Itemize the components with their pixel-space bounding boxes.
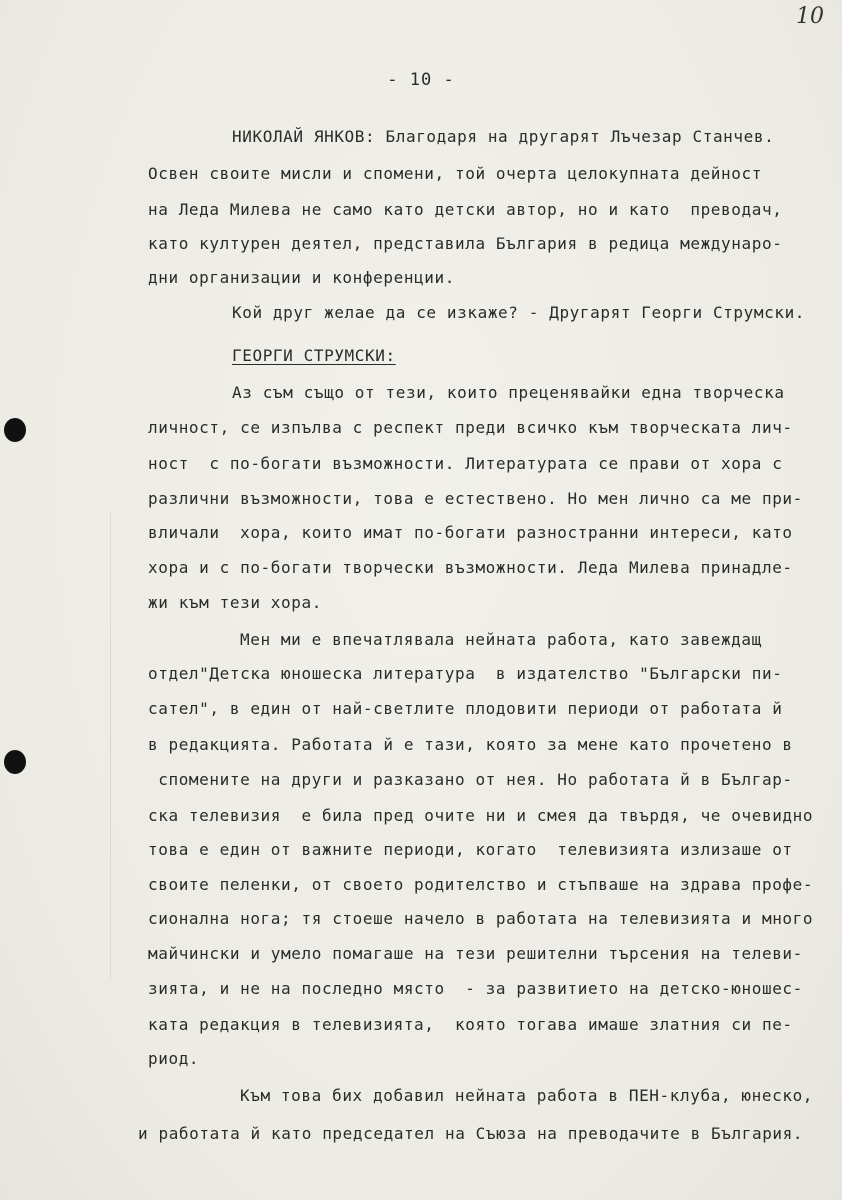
text-line: своите пеленки, от своето родителство и стъпваше на здрава профе- — [148, 875, 814, 894]
speaker-heading: ГЕОРГИ СТРУМСКИ: — [232, 346, 396, 365]
text-line: различни възможности, това е естествено. Но мен лично са ме при- — [148, 489, 803, 508]
text-line: ката редакция в телевизията, която тогава имаше златния си пе- — [148, 1015, 793, 1034]
text-line: на Леда Милева не само като детски автор, но и като преводач, — [148, 200, 783, 219]
text-line: жи към тези хора. — [148, 593, 322, 612]
text-line: ска телевизия е била пред очите ни и смея да твърдя, че очевидно — [148, 806, 814, 825]
text-line: сател", в един от най-светлите плодовити периоди от работата й — [148, 699, 783, 718]
text-line: зията, и не на последно място - за развитието на детско-юношес- — [148, 979, 803, 998]
paper-fold-line — [110, 510, 111, 980]
text-line: Мен ми е впечатлявала нейната работа, като завеждащ — [240, 630, 762, 649]
text-line: дни организации и конференции. — [148, 268, 455, 287]
text-line: Освен своите мисли и спомени, той очерта целокупната дейност — [148, 164, 762, 183]
text-line: Кой друг желае да се изкаже? - Другарят Георги Струмски. — [232, 303, 806, 322]
page-number: - 10 - — [387, 70, 455, 90]
text-line: ност с по-богати възможности. Литературата се прави от хора с — [148, 454, 783, 473]
text-line: НИКОЛАЙ ЯНКОВ: Благодаря на другарят Лъчезар Станчев. — [232, 127, 775, 146]
text-line: и работата й като председател на Съюза на преводачите в България. — [138, 1124, 804, 1143]
text-line: в редакцията. Работата й е тази, която за мене като прочетено в — [148, 735, 793, 754]
punch-hole — [4, 750, 26, 774]
punch-hole — [4, 418, 26, 442]
text-line: майчински и умело помагаше на тези решителни търсения на телеви- — [148, 944, 803, 963]
archive-page-number: 10 — [796, 4, 824, 29]
text-line: Към това бих добавил нейната работа в ПЕН-клуба, юнеско, — [240, 1086, 814, 1105]
text-line: това е един от важните периоди, когато телевизията излизаше от — [148, 840, 793, 859]
text-line: риод. — [148, 1049, 200, 1068]
text-line: спомените на други и разказано от нея. Но работата й в Българ- — [148, 770, 793, 789]
text-line: сионална нога; тя стоеше начело в работата на телевизията и много — [148, 909, 814, 928]
text-line: отдел"Детска юношеска литература в издателство "Български пи- — [148, 664, 783, 683]
text-line: хора и с по-богати творчески възможности. Леда Милева принадле- — [148, 558, 793, 577]
text-line: Аз съм също от тези, които преценявайки една творческа — [232, 383, 785, 402]
text-line: като културен деятел, представила България в редица междунаро- — [148, 234, 783, 253]
text-line: вличали хора, които имат по-богати разностранни интереси, като — [148, 523, 793, 542]
text-line: личност, се изпълва с респект преди всичко към творческата лич- — [148, 418, 793, 437]
